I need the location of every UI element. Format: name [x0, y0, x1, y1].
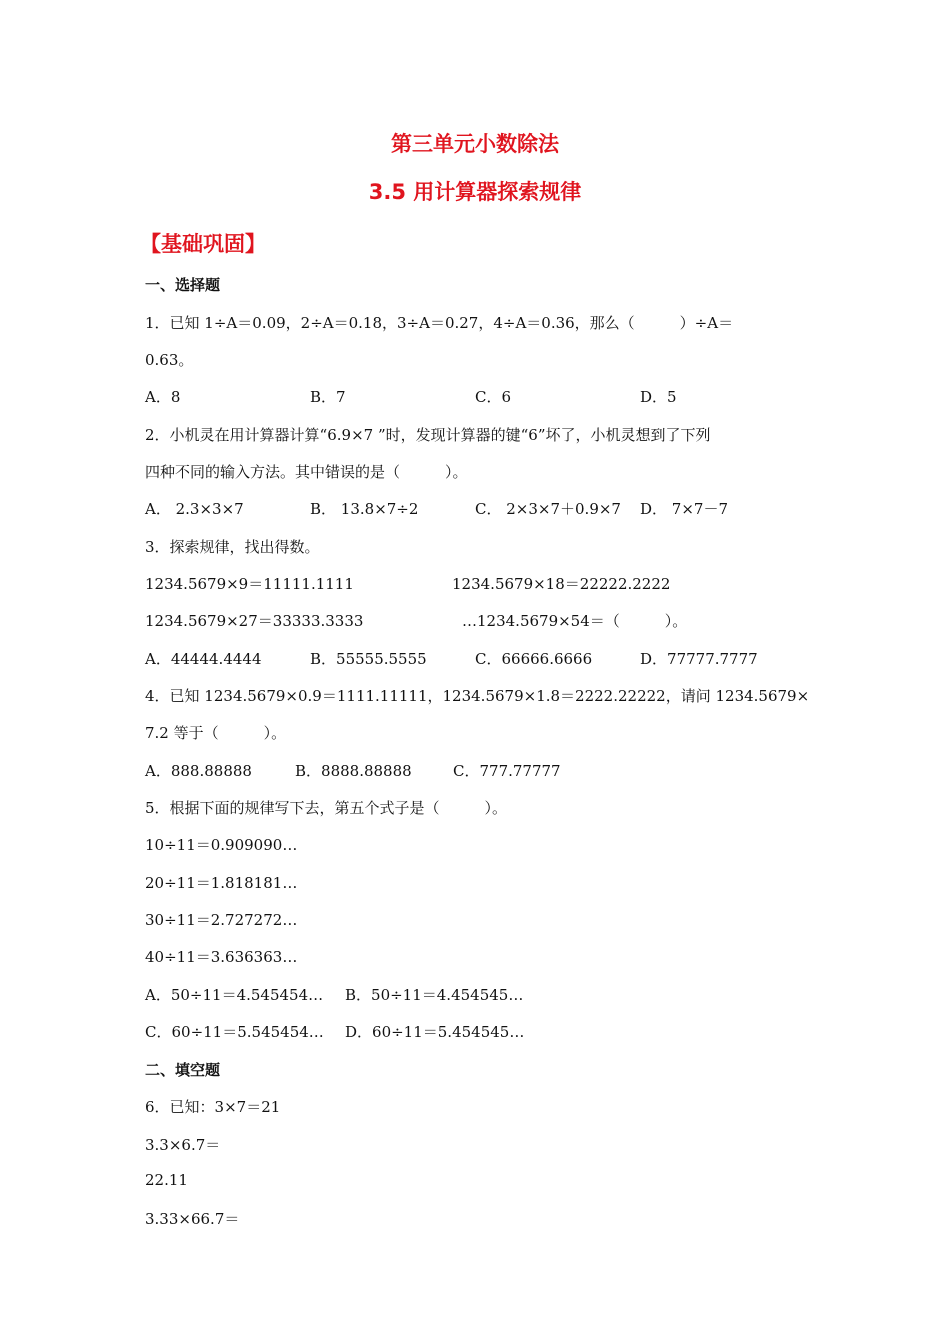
- q3-equation-1: 1234.5679×9＝11111.1111: [145, 575, 354, 593]
- q3-line1: 3．探索规律，找出得数。: [145, 538, 320, 556]
- q5-option-b: B．50÷11＝4.454545…: [345, 986, 524, 1004]
- q3-equation-3: 1234.5679×27＝33333.3333: [145, 612, 364, 630]
- q2-option-b: B． 13.8×7÷2: [310, 500, 419, 518]
- q5-row-2: 20÷11＝1.818181…: [145, 874, 298, 892]
- q5-option-d: D．60÷11＝5.454545…: [345, 1023, 525, 1041]
- q3-option-b: B．55555.5555: [310, 650, 427, 668]
- q4-option-c: C．777.77777: [453, 762, 561, 780]
- q5-option-a: A．50÷11＝4.545454…: [145, 986, 324, 1004]
- q5-row-3: 30÷11＝2.727272…: [145, 911, 298, 929]
- q3-option-c: C．66666.6666: [475, 650, 593, 668]
- section-tag: 【基础巩固】: [140, 232, 266, 256]
- q3-equation-4: …1234.5679×54＝（ ）。: [462, 612, 688, 630]
- q1-option-d: D．5: [640, 388, 677, 406]
- q3-option-a: A．44444.4444: [145, 650, 262, 668]
- q1-option-a: A．8: [145, 388, 181, 406]
- q6-line4: 3.33×66.7＝: [145, 1210, 240, 1228]
- q5-row-1: 10÷11＝0.909090…: [145, 836, 298, 854]
- q5-option-c: C．60÷11＝5.545454…: [145, 1023, 324, 1041]
- q2-line2: 四种不同的输入方法。其中错误的是（ ）。: [145, 463, 468, 481]
- q5-line1: 5．根据下面的规律写下去，第五个式子是（ ）。: [145, 799, 508, 817]
- unit-title: 第三单元小数除法: [391, 132, 559, 156]
- part2-heading: 二、填空题: [145, 1061, 221, 1079]
- q2-option-d: D． 7×7－7: [640, 500, 728, 518]
- q3-equation-2: 1234.5679×18＝22222.2222: [452, 575, 671, 593]
- q2-option-a: A． 2.3×3×7: [145, 500, 244, 518]
- q4-option-b: B．8888.88888: [295, 762, 412, 780]
- q4-line1: 4．已知 1234.5679×0.9＝1111.11111，1234.5679×1.8＝2222.22222，请问 1234.5679×: [145, 687, 810, 705]
- q6-line1: 6．已知：3×7＝21: [145, 1098, 281, 1116]
- q1-option-b: B．7: [310, 388, 346, 406]
- q4-line2: 7.2 等于（ ）。: [145, 724, 287, 742]
- q4-option-a: A．888.88888: [145, 762, 252, 780]
- q6-line2: 3.3×6.7＝: [145, 1136, 221, 1154]
- q2-option-c: C． 2×3×7＋0.9×7: [475, 500, 621, 518]
- q3-option-d: D．77777.7777: [640, 650, 758, 668]
- part1-heading: 一、选择题: [145, 276, 221, 294]
- q1-option-c: C．6: [475, 388, 512, 406]
- q6-line3: 22.11: [145, 1171, 188, 1189]
- lesson-title: 3.5 用计算器探索规律: [368, 180, 582, 204]
- q2-line1: 2．小机灵在用计算器计算“6.9×7 ”时，发现计算器的键“6”坏了，小机灵想到了下列: [145, 426, 711, 444]
- q1-line2: 0.63。: [145, 351, 194, 369]
- q1-line1: 1．已知 1÷A＝0.09，2÷A＝0.18，3÷A＝0.27，4÷A＝0.36，那么（ ）÷A＝: [145, 314, 734, 332]
- q5-row-4: 40÷11＝3.636363…: [145, 948, 298, 966]
